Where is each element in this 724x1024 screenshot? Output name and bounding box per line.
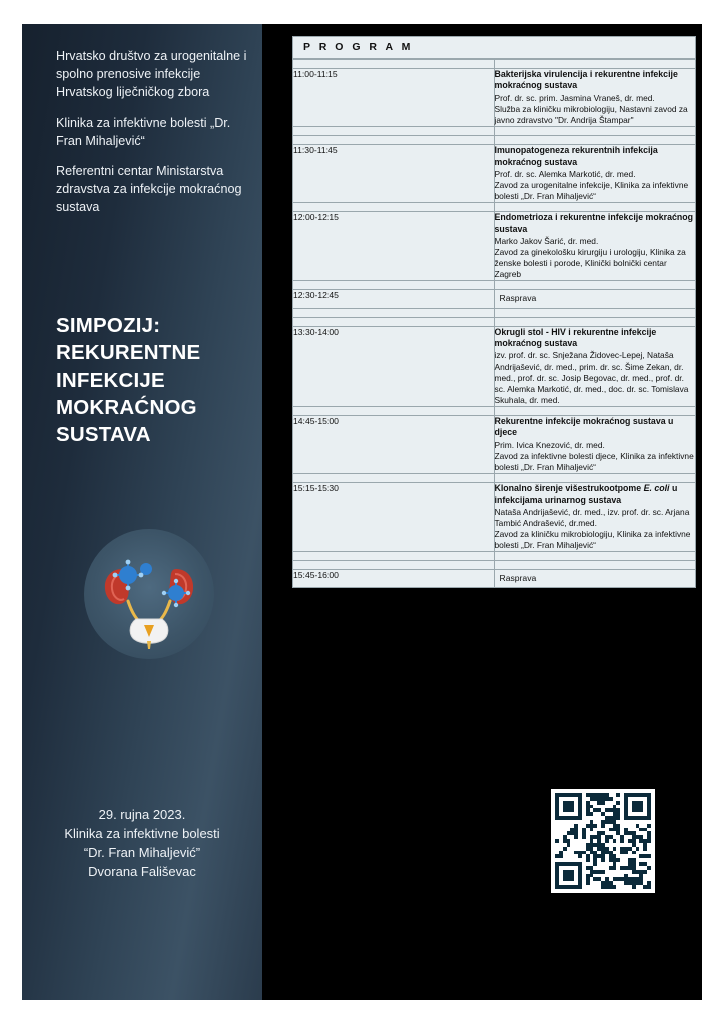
row-people: Prof. dr. sc. Alemka Markotić, dr. med. — [494, 168, 636, 179]
row-people: Prim. Ivica Knezović, dr. med. — [494, 439, 605, 450]
row-description — [494, 212, 696, 281]
spacer-cell — [293, 308, 495, 317]
row-time: 14:45-15:00 — [293, 415, 495, 473]
spacer-cell — [494, 281, 696, 290]
row-title: Rasprava — [499, 293, 537, 304]
row-time: 11:30-11:45 — [293, 145, 495, 203]
table-spacer — [293, 317, 696, 326]
organizer-block — [56, 48, 252, 230]
table-row — [293, 145, 696, 203]
table-spacer — [293, 308, 696, 317]
event-venue-1: Klinika za infektivne bolesti — [64, 825, 220, 841]
organizer-line-2: Klinika za infektivne bolesti „Dr. Fran Mihaljević“ — [56, 115, 231, 148]
spacer-cell — [293, 317, 495, 326]
row-time: 15:15-15:30 — [293, 483, 495, 552]
table-row — [293, 570, 696, 588]
spacer-cell — [494, 561, 696, 570]
spacer-cell — [293, 136, 495, 145]
event-venue-3: Dvorana Fališevac — [88, 863, 196, 879]
spacer-cell — [494, 552, 696, 561]
spacer-cell — [494, 474, 696, 483]
table-spacer — [293, 136, 696, 145]
spacer-cell — [494, 136, 696, 145]
row-title: Imunopatogeneza rekurentnih infekcija mokraćnog sustava — [494, 145, 658, 167]
row-people: izv. prof. dr. sc. Snježana Židovec-Lepej, Nataša Andrijašević, dr. med., prim. dr. sc. Šime Zekan, dr. med., prof. dr. sc. Josip Begovac, dr. med., prof. dr. sc. Alemka Markotić, dr. med., doc. dr. sc. Tomislava Skuhala, dr. med. — [494, 350, 689, 405]
table-row — [293, 483, 696, 552]
row-description — [494, 570, 696, 588]
row-time: 12:30-12:45 — [293, 290, 495, 308]
row-title — [495, 483, 696, 506]
program-table — [292, 59, 696, 588]
row-description — [494, 290, 696, 308]
row-description — [494, 69, 696, 127]
spacer-cell — [293, 127, 495, 136]
spacer-cell — [494, 203, 696, 212]
event-venue-2: “Dr. Fran Mihaljević” — [83, 844, 201, 860]
row-title: Okrugli stol - HIV i rekurentne infekcije mokraćnog sustava — [494, 326, 657, 349]
row-title-italic: E. coli — [643, 483, 670, 494]
spacer-cell — [293, 203, 495, 212]
row-description — [494, 145, 696, 203]
row-title-post: u infekcijama urinarnog sustava — [494, 483, 678, 505]
qr-code[interactable] — [551, 789, 655, 893]
event-footer — [42, 806, 242, 881]
spacer-cell — [494, 317, 696, 326]
table-row — [293, 69, 696, 127]
row-time: 11:00-11:15 — [293, 69, 495, 127]
spacer-cell — [293, 474, 495, 483]
table-row — [293, 326, 696, 406]
row-time: 15:45-16:00 — [293, 570, 495, 588]
table-row — [293, 415, 696, 473]
row-description — [494, 326, 696, 406]
row-affiliation: Zavod za kliničku mikrobiologiju, Klinika za infektivne bolesti „Dr. Fran Mihaljević“ — [494, 529, 691, 551]
table-spacer — [293, 60, 696, 69]
spacer-cell — [293, 561, 495, 570]
spacer-cell — [293, 406, 495, 415]
row-title: Bakterijska virulencija i rekurentne infekcije mokraćnog sustava — [494, 69, 678, 91]
row-affiliation: Zavod za infektivne bolesti djece, Klinika za infektivne bolesti „Dr. Fran Mihaljević“ — [494, 450, 694, 472]
qr-code-matrix — [555, 793, 651, 889]
program-heading: P R O G R A M — [292, 36, 696, 59]
page-title: SIMPOZIJ: REKURENTNE INFEKCIJE MOKRAĆNOG SUSTAVA — [56, 314, 201, 446]
row-title: Rasprava — [499, 573, 537, 584]
table-spacer — [293, 561, 696, 570]
row-people: Marko Jakov Šarić, dr. med. — [494, 236, 599, 247]
row-affiliation: Služba za kliničku mikrobiologiju, Nastavni zavod za javno zdravstvo "Dr. Andrija Štampar" — [494, 103, 688, 126]
table-row — [293, 212, 696, 281]
table-spacer — [293, 127, 696, 136]
table-spacer — [293, 281, 696, 290]
row-description — [494, 483, 696, 552]
bladder-kidneys-virus-illustration — [84, 529, 214, 659]
event-date: 29. rujna 2023. — [98, 807, 186, 822]
spacer-cell — [494, 60, 696, 69]
left-panel-content — [22, 24, 262, 1000]
row-time: 13:30-14:00 — [293, 326, 495, 406]
program-section — [292, 36, 696, 588]
row-affiliation: Zavod za ginekološku kirurgiju i urologiju, Klinika za ženske bolesti i porode, Klinički bolnički centar Zagreb — [494, 247, 686, 280]
organizer-line-1: Hrvatsko društvo za urogenitalne i spolno prenosive infekcije Hrvatskog liječničkog zbora — [56, 49, 247, 99]
row-people: Prof. dr. sc. prim. Jasmina Vraneš, dr. med. — [494, 92, 655, 103]
spacer-cell — [293, 60, 495, 69]
row-title-pre: Klonalno širenje višestrukootpome — [494, 483, 644, 494]
left-panel — [22, 24, 262, 1000]
spacer-cell — [293, 552, 495, 561]
table-spacer — [293, 406, 696, 415]
row-affiliation: Zavod za urogenitalne infekcije, Klinika za infektivne bolesti „Dr. Fran Mihaljević“ — [494, 180, 689, 202]
spacer-cell — [293, 281, 495, 290]
row-description — [494, 415, 696, 473]
spacer-cell — [494, 127, 696, 136]
table-row — [293, 290, 696, 308]
spacer-cell — [494, 308, 696, 317]
row-title: Endometrioza i rekurentne infekcije mokraćnog sustava — [494, 212, 693, 234]
spacer-cell — [494, 406, 696, 415]
row-title: Rekurentne infekcije mokraćnog sustava u djece — [494, 415, 674, 438]
row-time: 12:00-12:15 — [293, 212, 495, 281]
table-spacer — [293, 552, 696, 561]
row-people: Nataša Andrijašević, dr. med., izv. prof. dr. sc. Arjana Tambić Andrašević, dr.med. — [494, 506, 690, 529]
table-spacer — [293, 474, 696, 483]
organizer-line-3: Referentni centar Ministarstva zdravstva za infekcije mokraćnog sustava — [56, 164, 242, 215]
table-spacer — [293, 203, 696, 212]
